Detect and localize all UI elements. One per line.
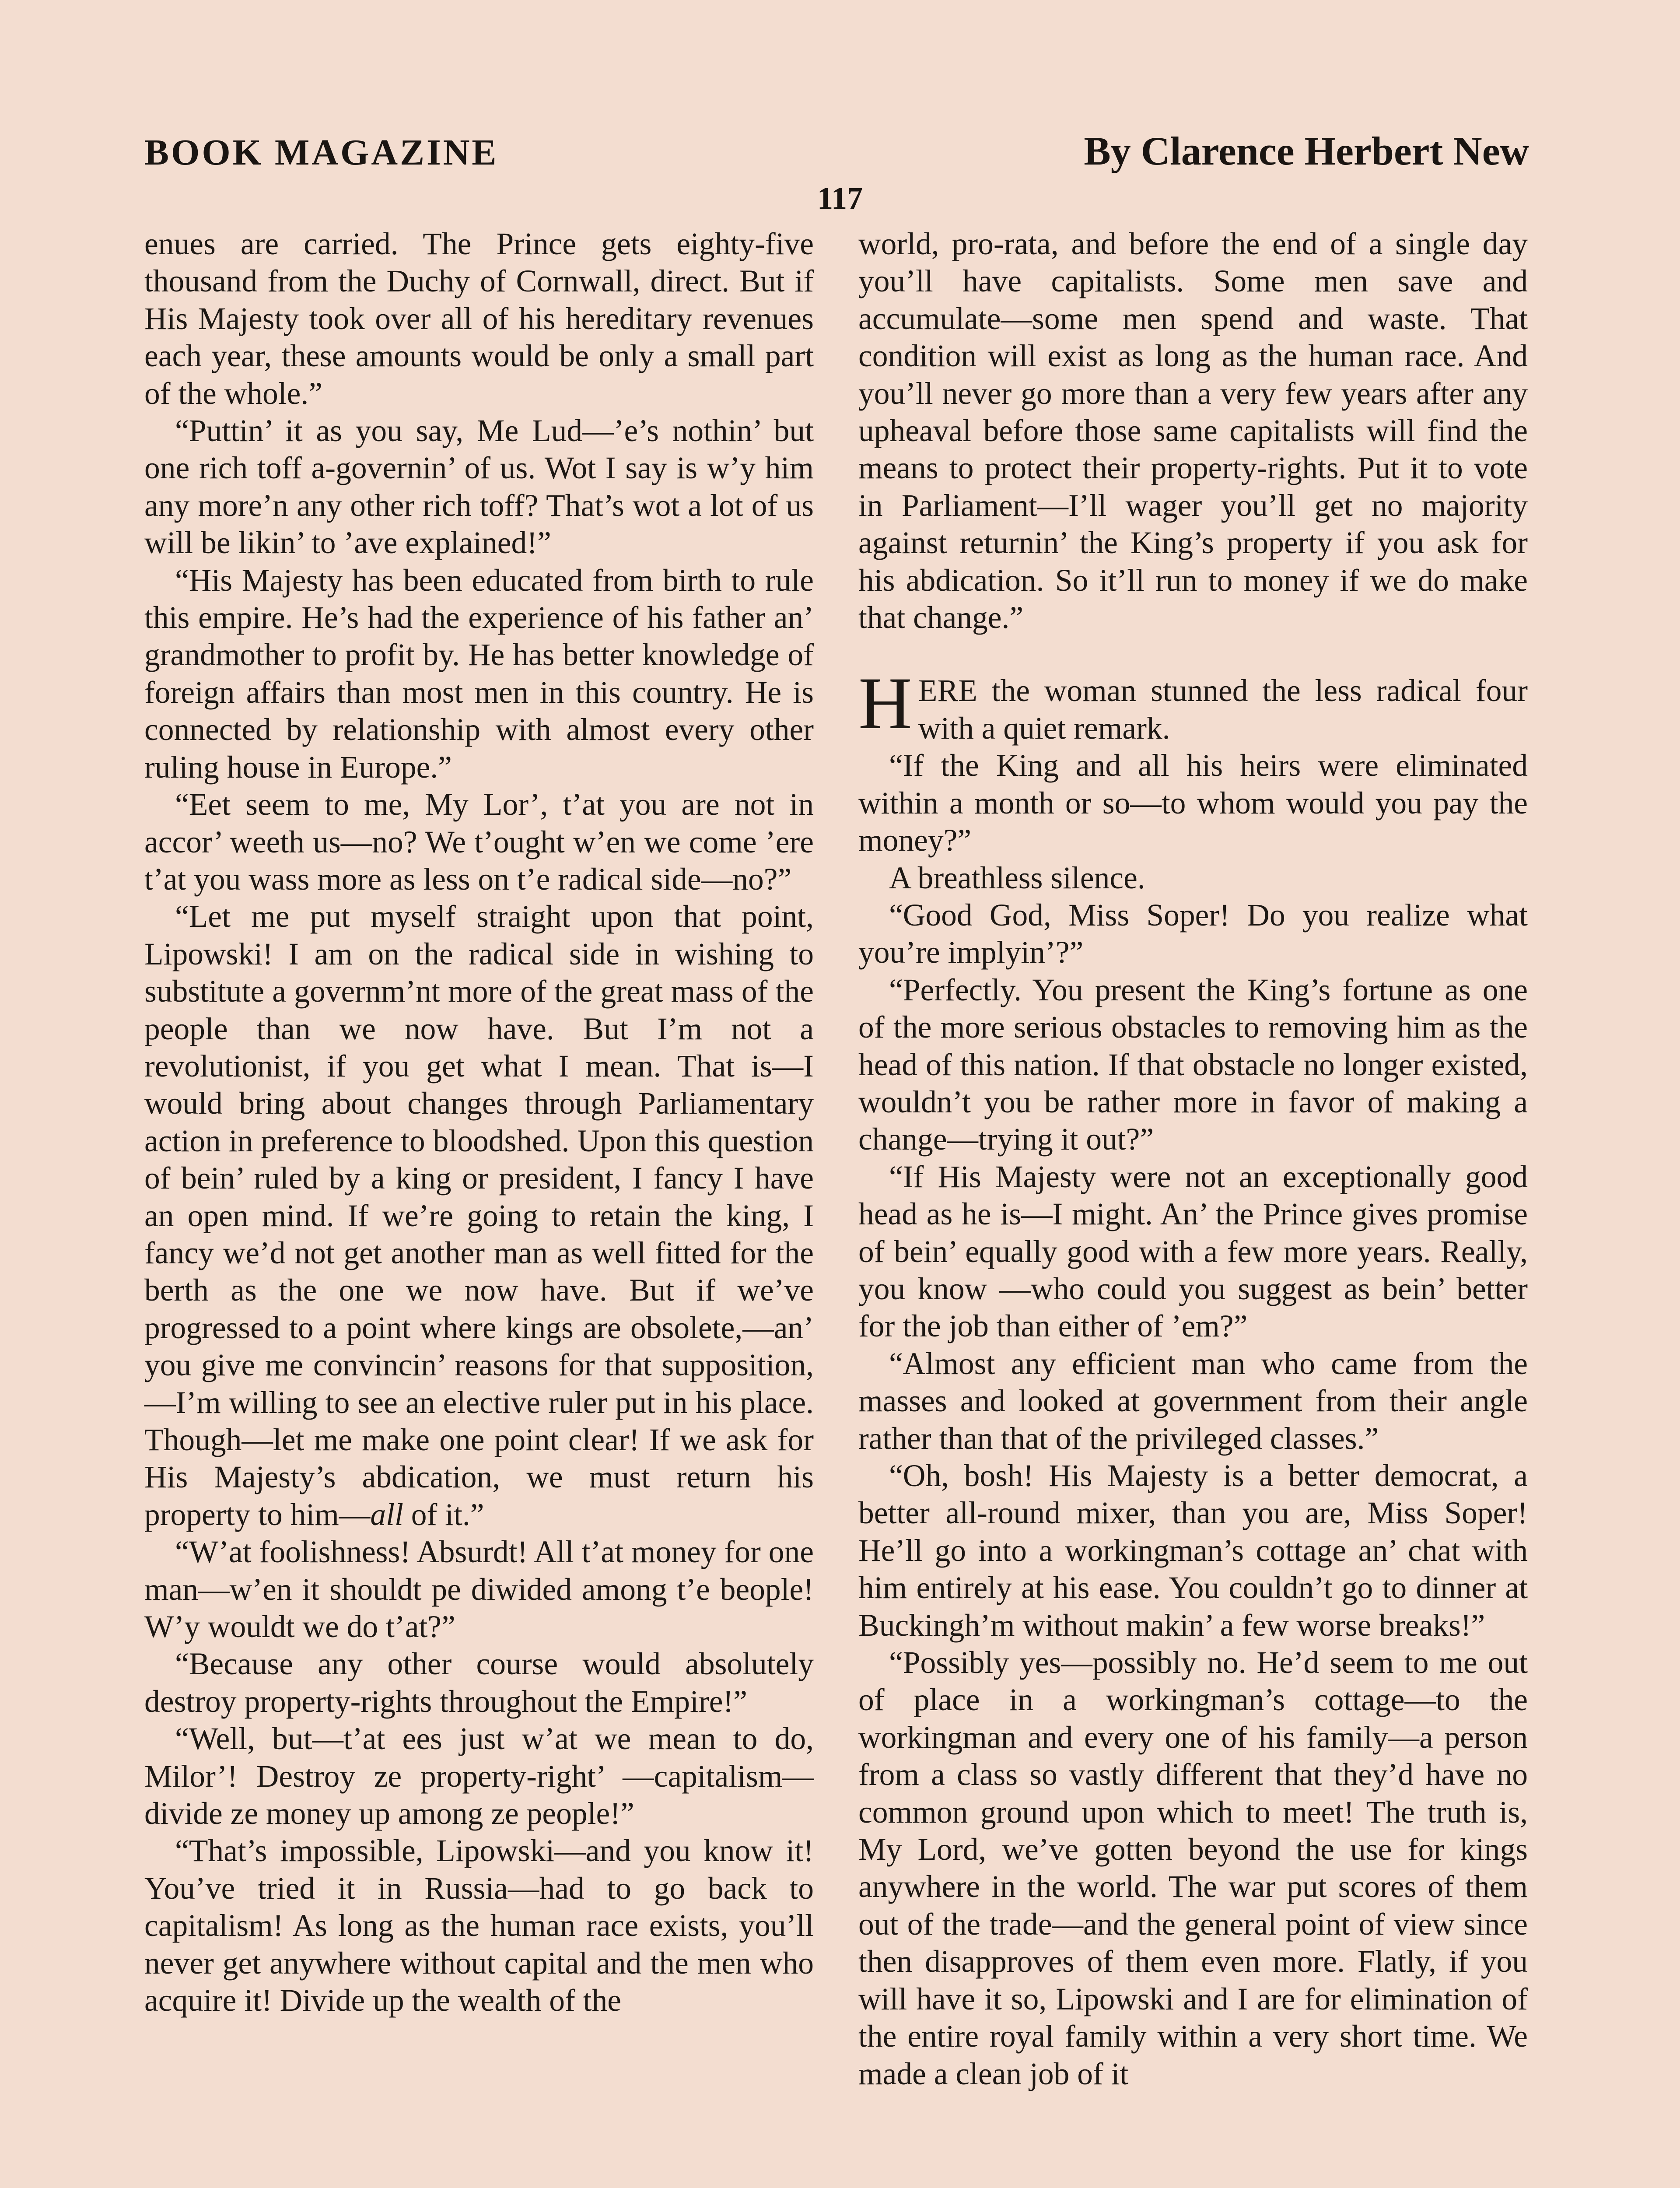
paragraph: “If the King and all his heirs were eliminated within a month or so—to whom would you pay the money?” bbox=[858, 748, 1528, 858]
paragraph: “Well, but—t’at ees just w’at we mean to do, Milor’! Destroy ze property-right’ —capitalism—divide ze money up among ze people!” bbox=[144, 1722, 814, 1831]
paragraph: world, pro-rata, and before the end of a single day you’ll have capitalists. Some men save and accumulate—some men spend and waste. That condition will exist as long as the human race. And you’ll never go more than a very few years after any upheaval before those same capitalists will find the means to protect their property-rights. Put it to vote in Parliament—I’ll wager you’ll get no majority against returnin’ the King’s property if you ask for his abdication. So it’ll run to money if we do make that change.” bbox=[858, 227, 1528, 635]
paragraph-text: “Let me put myself straight upon that point, Lipowski! I am on the radical side in wishing to substitute a governm’nt more of the great mass of the people than we now have. But I’m not a revolutionist, if you get what I mean. That is—I would bring about changes through Parliamentary action in preference to bloodshed. Upon this question of bein’ ruled by a king or president, I fancy I have an open mind. If we’re going to retain the king, I fancy we’d not get another man as well fitted for the berth as the one we now have. But if we’ve progressed to a point where kings are obsolete,—an’ you give me convincin’ reasons for that supposition,—I’m willing to see an elective ruler put in his place. Though—let me make one point clear! If we ask for His Majesty’s abdication, we must return his property to him— bbox=[144, 899, 814, 1532]
paragraph: “Puttin’ it as you say, Me Lud—’e’s nothin’ but one rich toff a-governin’ of us. Wot I say is w’y him any more’n any other rich toff? That’s wot a lot of us will be likin’ to ’ave explained!” bbox=[144, 414, 814, 561]
drop-cap: H bbox=[858, 662, 912, 745]
paragraph: “W’at foolishness! Absurdt! All t’at money for one man—w’en it shouldt pe diwided among t’e beople! W’y wouldt we do t’at?” bbox=[144, 1535, 814, 1645]
paragraph: “If His Majesty were not an exceptionally good head as he is—I might. An’ the Prince gives promise of bein’ equally good with a few more years. Really, you know —who could you suggest as bein’ better for the job than either of ’em?” bbox=[858, 1159, 1528, 1344]
paragraph: “Almost any efficient man who came from the masses and looked at government from their angle rather than that of the privileged classes.” bbox=[858, 1346, 1528, 1456]
text-column-right bbox=[858, 225, 1528, 2093]
paragraph bbox=[144, 898, 814, 1533]
paragraph-dropcap bbox=[858, 662, 1528, 747]
emphasis-text: all bbox=[370, 1497, 403, 1532]
paragraph: “That’s impossible, Lipowski—and you know it! You’ve tried it in Russia—had to go back to capitalism! As long as the human race exists, you’ll never get anywhere without capital and the men who acquire it! Divide up the wealth of the bbox=[144, 1834, 814, 2018]
paragraph: “His Majesty has been educated from birth to rule this empire. He’s had the experience of his father an’ grandmother to profit by. He has better knowledge of foreign affairs than most men in this country. He is connected by relationship with almost every other ruling house in Europe.” bbox=[144, 563, 814, 785]
paragraph: “Perfectly. You present the King’s fortune as one of the more serious obstacles to removing him as the head of this nation. If that obstacle no longer existed, wouldn’t you be rather more in favor of making a change—trying it out?” bbox=[858, 972, 1528, 1157]
running-head-author: By Clarence Herbert New bbox=[1084, 129, 1529, 173]
paragraph-text: ERE the woman stunned the less radical four with a quiet remark. bbox=[918, 673, 1528, 746]
paragraph: “Eet seem to me, My Lor’, t’at you are not in accor’ weeth us—no? We t’ought w’en we come ’ere t’at you wass more as less on t’e radical side—no?” bbox=[144, 787, 814, 897]
paragraph: “Good God, Miss Soper! Do you realize what you’re implyin’?” bbox=[858, 898, 1528, 970]
paragraph: A breathless silence. bbox=[889, 860, 1145, 895]
text-column-left bbox=[144, 225, 814, 2020]
paragraph: “Because any other course would absolutely destroy property-rights throughout the Empire!” bbox=[144, 1647, 814, 1719]
running-head-magazine: BOOK MAGAZINE bbox=[144, 132, 499, 173]
paragraph: enues are carried. The Prince gets eighty-five thousand from the Duchy of Cornwall, direct. But if His Majesty took over all of his hereditary revenues each year, these amounts would be only a small part of the whole.” bbox=[144, 227, 814, 411]
paragraph: “Oh, bosh! His Majesty is a better democrat, a better all-round mixer, than you are, Miss Soper! He’ll go into a workingman’s cottage an’ chat with him entirely at his ease. You couldn’t go to dinner at Buckingh’m without makin’ a few worse breaks!” bbox=[858, 1459, 1528, 1643]
paragraph-text-tail: of it.” bbox=[403, 1497, 484, 1532]
page-number: 117 bbox=[817, 181, 863, 216]
paragraph: “Possibly yes—possibly no. He’d seem to me out of place in a workingman’s cottage—to the workingman and every one of his family—a person from a class so vastly different that they’d have no common ground upon which to meet! The truth is, My Lord, we’ve gotten beyond the use for kings anywhere in the world. The war put scores of them out of the trade—and the general point of view since then disapproves of them even more. Flatly, if you will have it so, Lipowski and I are for elimination of the entire royal family within a very short time. We made a clean job of it bbox=[858, 1645, 1528, 2091]
